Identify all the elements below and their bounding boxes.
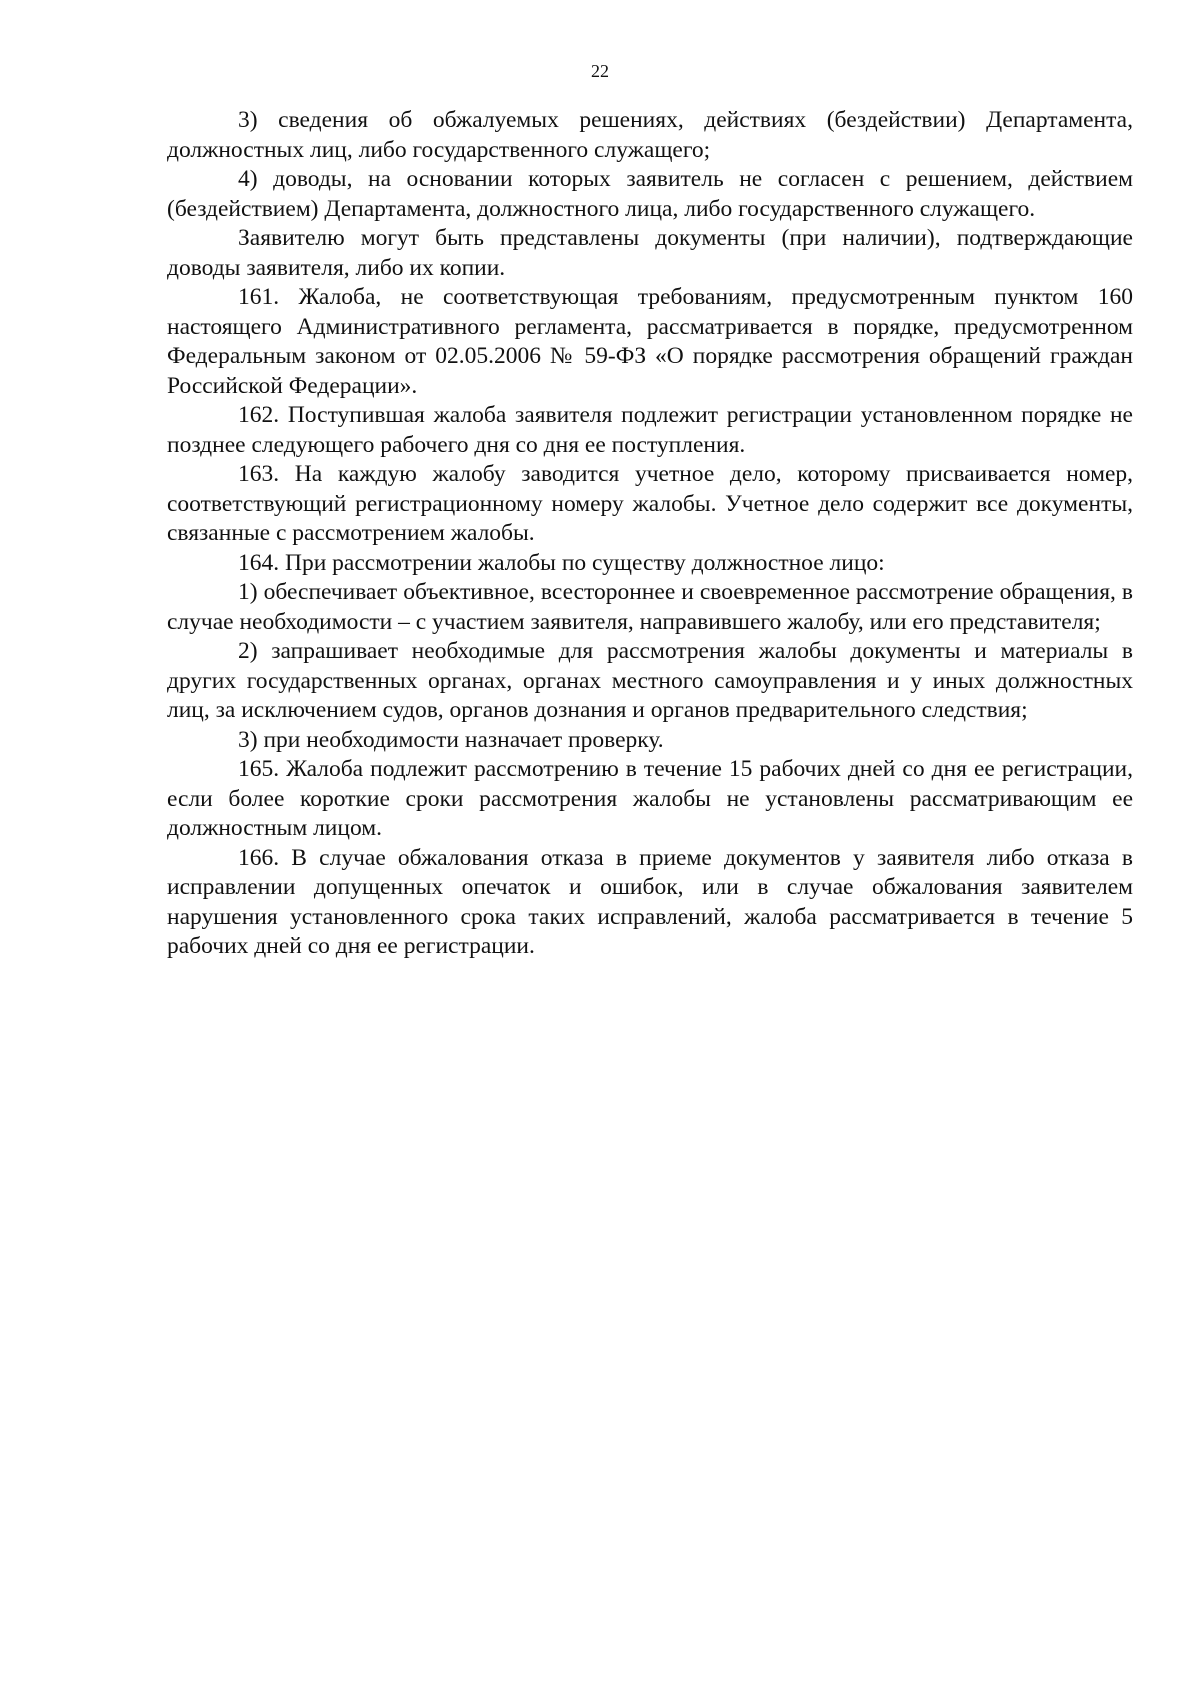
paragraph-165: 165. Жалоба подлежит рассмотрению в течение 15 рабочих дней со дня ее регистрации, если более короткие сроки рассмотрения жалобы не установлены рассматривающим ее должностным лицом.: [167, 756, 1133, 841]
paragraph-164-item-2: 2) запрашивает необходимые для рассмотрения жалобы документы и материалы в других государственных органах, органах местного самоуправления и у иных должностных лиц, за исключением судов, органов дознания и органов предварительного следствия;: [167, 638, 1133, 723]
paragraph-164-item-1: 1) обеспечивает объективное, всестороннее и своевременное рассмотрение обращения, в случае необходимости – с участием заявителя, направившего жалобу, или его представителя;: [167, 579, 1133, 635]
paragraph-161: 161. Жалоба, не соответствующая требованиям, предусмотренным пунктом 160 настоящего Административного регламента, рассматривается в порядке, предусмотренном Федеральным законом от 02.05.2006 № 59-ФЗ «О порядке рассмотрения обращений граждан Российской Федерации».: [167, 284, 1133, 399]
paragraph-163: 163. На каждую жалобу заводится учетное дело, которому присваивается номер, соответствующий регистрационному номеру жалобы. Учетное дело содержит все документы, связанные с рассмотрением жалобы.: [167, 461, 1133, 546]
paragraph-166: 166. В случае обжалования отказа в приеме документов у заявителя либо отказа в исправлении допущенных опечаток и ошибок, или в случае обжалования заявителем нарушения установленного срока таких исправлений, жалоба рассматривается в течение 5 рабочих дней со дня ее регистрации.: [167, 844, 1133, 959]
paragraph-164: 164. При рассмотрении жалобы по существу должностное лицо:: [238, 549, 885, 576]
page-number: 22: [591, 61, 609, 81]
document-body: [167, 106, 1133, 962]
paragraph-item-3-appeal-details: 3) сведения об обжалуемых решениях, действиях (бездействии) Департамента, должностных лиц, либо государственного служащего;: [167, 107, 1133, 163]
paragraph-164-item-3: 3) при необходимости назначает проверку.: [238, 726, 664, 753]
paragraph-162: 162. Поступившая жалоба заявителя подлежит регистрации установленном порядке не позднее следующего рабочего дня со дня ее поступления.: [167, 402, 1133, 458]
paragraph-item-4-arguments: 4) доводы, на основании которых заявитель не согласен с решением, действием (бездействием) Департамента, должностного лица, либо государственного служащего.: [167, 166, 1133, 222]
paragraph-supporting-documents: Заявителю могут быть представлены документы (при наличии), подтверждающие доводы заявителя, либо их копии.: [167, 225, 1133, 281]
